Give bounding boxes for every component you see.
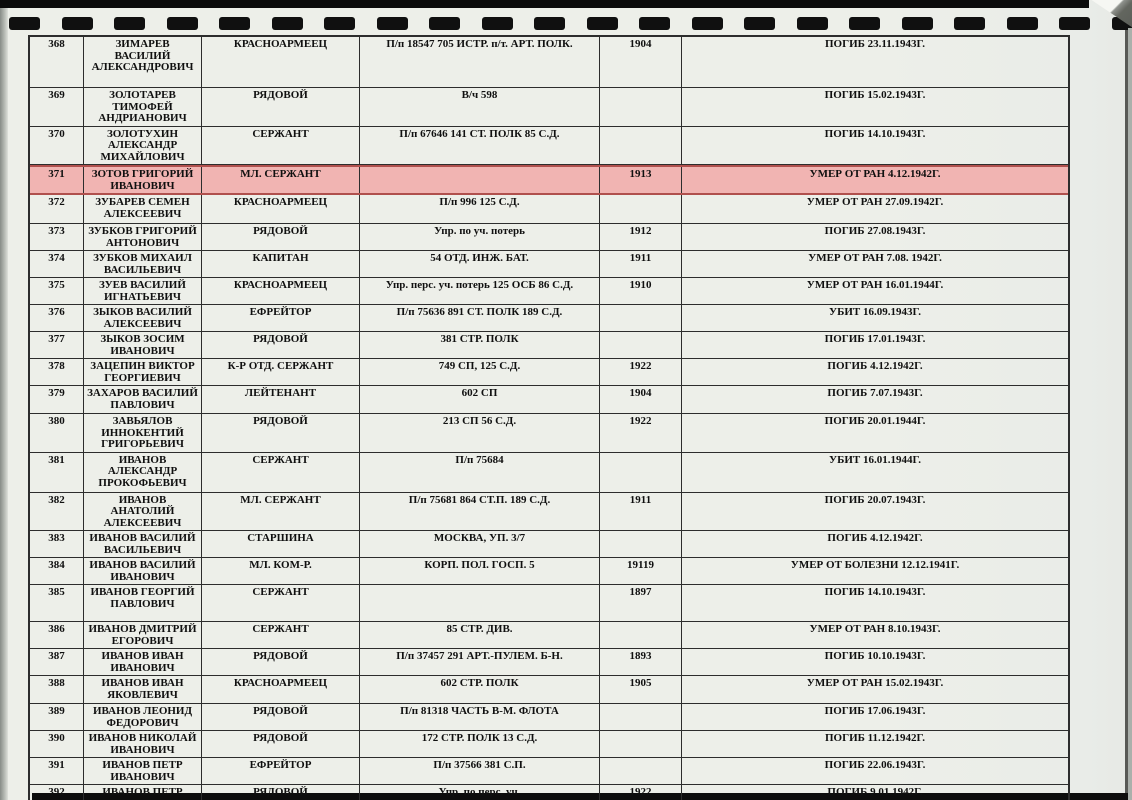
cell-unit: 54 ОТД. ИНЖ. БАТ.: [360, 251, 600, 277]
cell-fate: ПОГИБ 10.10.1943Г.: [824, 650, 926, 662]
cell-unit: [360, 585, 600, 621]
binding-hole: [1007, 17, 1038, 30]
cell-number: 369: [30, 88, 84, 126]
cell-rank: ЕФРЕЙТОР: [202, 305, 360, 331]
cell-fate: ПОГИБ 22.06.1943Г.: [824, 759, 926, 771]
table-row: [30, 332, 1068, 359]
cell-fate: УМЕР ОТ РАН 15.02.1943Г.: [806, 677, 944, 689]
cell-year: [600, 704, 682, 730]
cell-name: ИВАНОВ ДМИТРИЙ ЕГОРОВИЧ: [84, 622, 202, 648]
cell-fate: УМЕР ОТ РАН 16.01.1944Г.: [806, 279, 944, 291]
cell-rank: ЛЕЙТЕНАНТ: [202, 386, 360, 413]
cell-fate: УМЕР ОТ РАН 4.12.1942Г.: [809, 168, 941, 180]
cell-unit: П/п 75636 891 СТ. ПОЛК 189 С.Д.: [360, 305, 600, 331]
cell-rank: СЕРЖАНТ: [202, 127, 360, 165]
binding-hole: [114, 17, 145, 30]
cell-unit: П/п 81318 ЧАСТЬ В-М. ФЛОТА: [360, 704, 600, 730]
cell-name: ЗУЕВ ВАСИЛИЙ ИГНАТЬЕВИЧ: [84, 278, 202, 304]
cell-fate: ПОГИБ 9.01.1942Г.: [827, 786, 923, 798]
cell-year: [600, 622, 682, 648]
binding-hole: [744, 17, 775, 30]
table-row: [30, 88, 1068, 127]
cell-unit: Упр. перс. уч. потерь 125 ОСБ 86 С.Д.: [360, 278, 600, 304]
cell-number: 372: [30, 195, 84, 223]
cell-rank: РЯДОВОЙ: [202, 785, 360, 800]
table-row: [30, 305, 1068, 332]
table-row: [30, 493, 1068, 532]
cell-rank: КРАСНОАРМЕЕЦ: [202, 278, 360, 304]
cell-year: 1922: [600, 414, 682, 452]
binding-hole: [692, 17, 723, 30]
cell-number: 376: [30, 305, 84, 331]
cell-number: 384: [30, 558, 84, 584]
cell-year: 1910: [600, 278, 682, 304]
cell-year: 1913: [600, 167, 682, 193]
binding-hole: [954, 17, 985, 30]
cell-unit: Упр. по уч. потерь: [360, 224, 600, 250]
cell-fate: ПОГИБ 27.08.1943Г.: [824, 225, 926, 237]
cell-unit: В/ч 598: [360, 88, 600, 126]
table-row: [30, 731, 1068, 758]
binding-hole: [219, 17, 250, 30]
page-right-edge: [1125, 30, 1128, 796]
cell-unit: П/п 75684: [360, 453, 600, 492]
cell-number: 374: [30, 251, 84, 277]
cell-number: 370: [30, 127, 84, 165]
cell-year: 1922: [600, 785, 682, 800]
table-row: [30, 676, 1068, 704]
table-row: [30, 195, 1068, 224]
page-left-edge: [0, 0, 8, 800]
top-edge-bar: [0, 0, 1089, 8]
cell-unit: П/п 75681 864 СТ.П. 189 С.Д.: [360, 493, 600, 531]
cell-rank: КРАСНОАРМЕЕЦ: [202, 676, 360, 703]
cell-year: [600, 195, 682, 223]
cell-number: 373: [30, 224, 84, 250]
cell-fate: УМЕР ОТ РАН 7.08. 1942Г.: [808, 252, 942, 264]
cell-fate: ПОГИБ 15.02.1943Г.: [824, 89, 926, 101]
cell-year: 1897: [600, 585, 682, 621]
cell-name: ИВАНОВ ИВАН ЯКОВЛЕВИЧ: [84, 676, 202, 703]
cell-name: ЗЫКОВ ВАСИЛИЙ АЛЕКСЕЕВИЧ: [84, 305, 202, 331]
cell-number: 392: [30, 785, 84, 800]
cell-fate: ПОГИБ 20.07.1943Г.: [824, 493, 926, 506]
casualty-table: [28, 35, 1070, 800]
cell-unit: 381 СТР. ПОЛК: [360, 332, 600, 358]
cell-name: ИВАНОВ НИКОЛАЙ ИВАНОВИЧ: [84, 731, 202, 757]
binding-hole: [429, 17, 460, 30]
cell-rank: ЕФРЕЙТОР: [202, 758, 360, 784]
cell-year: [600, 758, 682, 784]
cell-unit: П/п 18547 705 ИСТР. п/т. АРТ. ПОЛК.: [360, 37, 600, 87]
table-row: [30, 127, 1068, 166]
cell-year: 1904: [600, 37, 682, 87]
cell-year: 1904: [600, 386, 682, 413]
cell-rank: СЕРЖАНТ: [202, 585, 360, 621]
binding-hole: [797, 17, 828, 30]
table-row: [30, 704, 1068, 731]
binding-hole: [272, 17, 303, 30]
cell-year: 1922: [600, 359, 682, 385]
cell-unit: П/п 37566 381 С.П.: [360, 758, 600, 784]
cell-name: ЗОЛОТАРЕВ ТИМОФЕЙ АНДРИАНОВИЧ: [84, 88, 202, 126]
cell-year: [600, 88, 682, 126]
cell-year: [600, 731, 682, 757]
cell-number: 382: [30, 493, 84, 531]
cell-year: [600, 305, 682, 331]
cell-name: ИВАНОВ ИВАН ИВАНОВИЧ: [84, 649, 202, 675]
binding-hole: [534, 17, 565, 30]
table-row: [30, 414, 1068, 453]
cell-year: 1893: [600, 649, 682, 675]
cell-fate: ПОГИБ 4.12.1942Г.: [827, 360, 923, 372]
cell-fate: ПОГИБ 14.10.1943Г.: [824, 127, 926, 140]
cell-rank: РЯДОВОЙ: [202, 224, 360, 250]
cell-rank: РЯДОВОЙ: [202, 88, 360, 126]
cell-unit: П/п 67646 141 СТ. ПОЛК 85 С.Д.: [360, 127, 600, 165]
table-row: [30, 622, 1068, 649]
cell-number: 387: [30, 649, 84, 675]
cell-unit: 602 СП: [360, 386, 600, 413]
cell-fate: ПОГИБ 17.06.1943Г.: [824, 705, 926, 717]
cell-name: ИВАНОВ ГЕОРГИЙ ПАВЛОВИЧ: [84, 585, 202, 621]
binding-hole: [902, 17, 933, 30]
cell-rank: СЕРЖАНТ: [202, 622, 360, 648]
cell-rank: МЛ. СЕРЖАНТ: [202, 493, 360, 531]
cell-fate: ПОГИБ 20.01.1944Г.: [824, 415, 926, 427]
cell-name: ЗОТОВ ГРИГОРИЙ ИВАНОВИЧ: [84, 167, 202, 193]
binding-strip: [0, 16, 1132, 31]
cell-unit: 602 СТР. ПОЛК: [360, 676, 600, 703]
cell-rank: СЕРЖАНТ: [202, 453, 360, 492]
binding-hole: [62, 17, 93, 30]
cell-number: 379: [30, 386, 84, 413]
cell-name: ЗЫКОВ ЗОСИМ ИВАНОВИЧ: [84, 332, 202, 358]
cell-fate: ПОГИБ 17.01.1943Г.: [824, 333, 926, 345]
binding-hole: [1059, 17, 1090, 30]
binding-hole: [849, 17, 880, 30]
cell-name: ЗУБАРЕВ СЕМЕН АЛЕКСЕЕВИЧ: [84, 195, 202, 223]
table-row: [30, 386, 1068, 414]
binding-hole: [324, 17, 355, 30]
cell-number: 377: [30, 332, 84, 358]
cell-name: ИВАНОВ ВАСИЛИЙ ИВАНОВИЧ: [84, 558, 202, 584]
cell-fate: УМЕР ОТ РАН 27.09.1942Г.: [806, 196, 944, 208]
page-right-margin: [1128, 28, 1132, 800]
cell-number: 388: [30, 676, 84, 703]
cell-number: 390: [30, 731, 84, 757]
cell-unit: Упр. по перс. уч.: [360, 785, 600, 800]
cell-name: ИВАНОВ ЛЕОНИД ФЕДОРОВИЧ: [84, 704, 202, 730]
cell-fate: УБИТ 16.01.1944Г.: [829, 453, 921, 466]
cell-fate: УБИТ 16.09.1943Г.: [829, 306, 921, 318]
table-row: [30, 453, 1068, 493]
cell-unit: 213 СП 56 С.Д.: [360, 414, 600, 452]
binding-hole: [482, 17, 513, 30]
cell-unit: П/п 37457 291 АРТ.-ПУЛЕМ. Б-Н.: [360, 649, 600, 675]
cell-rank: КРАСНОАРМЕЕЦ: [202, 195, 360, 223]
cell-rank: МЛ. КОМ-Р.: [202, 558, 360, 584]
cell-number: 383: [30, 531, 84, 557]
cell-year: [600, 453, 682, 492]
cell-fate: ПОГИБ 4.12.1942Г.: [827, 532, 923, 544]
cell-name: ИВАНОВ АЛЕКСАНДР ПРОКОФЬЕВИЧ: [84, 453, 202, 492]
cell-fate: ПОГИБ 23.11.1943Г.: [824, 38, 926, 50]
cell-number: 385: [30, 585, 84, 621]
table-row: [30, 251, 1068, 278]
cell-name: ИВАНОВ ВАСИЛИЙ ВАСИЛЬЕВИЧ: [84, 531, 202, 557]
cell-name: ИВАНОВ АНАТОЛИЙ АЛЕКСЕЕВИЧ: [84, 493, 202, 531]
cell-number: 391: [30, 758, 84, 784]
cell-fate: ПОГИБ 11.12.1942Г.: [824, 732, 926, 744]
cell-rank: СТАРШИНА: [202, 531, 360, 557]
cell-rank: РЯДОВОЙ: [202, 414, 360, 452]
binding-hole: [587, 17, 618, 30]
cell-name: ЗУБКОВ ГРИГОРИЙ АНТОНОВИЧ: [84, 224, 202, 250]
cell-rank: РЯДОВОЙ: [202, 731, 360, 757]
binding-hole: [377, 17, 408, 30]
table-row-highlighted: [30, 165, 1068, 195]
cell-unit: МОСКВА, УП. 3/7: [360, 531, 600, 557]
cell-rank: КАПИТАН: [202, 251, 360, 277]
cell-rank: МЛ. СЕРЖАНТ: [202, 167, 360, 193]
cell-year: [600, 127, 682, 165]
cell-name: ИВАНОВ ПЕТР ИВАНОВИЧ: [84, 758, 202, 784]
cell-name: ЗИМАРЕВ ВАСИЛИЙ АЛЕКСАНДРОВИЧ: [84, 37, 202, 87]
table-row: [30, 278, 1068, 305]
cell-rank: КРАСНОАРМЕЕЦ: [202, 37, 360, 87]
cell-number: 381: [30, 453, 84, 492]
cell-number: 371: [30, 167, 84, 193]
cell-unit: П/п 996 125 С.Д.: [360, 195, 600, 223]
cell-year: 1912: [600, 224, 682, 250]
cell-year: 1905: [600, 676, 682, 703]
cell-fate: ПОГИБ 14.10.1943Г.: [824, 586, 926, 598]
cell-fate: УМЕР ОТ БОЛЕЗНИ 12.12.1941Г.: [790, 559, 960, 571]
cell-name: ЗАХАРОВ ВАСИЛИЙ ПАВЛОВИЧ: [84, 386, 202, 413]
cell-unit: [360, 167, 600, 193]
cell-name: ЗОЛОТУХИН АЛЕКСАНДР МИХАЙЛОВИЧ: [84, 127, 202, 165]
cell-fate: УМЕР ОТ РАН 8.10.1943Г.: [809, 623, 941, 635]
cell-rank: К-Р ОТД. СЕРЖАНТ: [202, 359, 360, 385]
cell-unit: 172 СТР. ПОЛК 13 С.Д.: [360, 731, 600, 757]
cell-unit: 749 СП, 125 С.Д.: [360, 359, 600, 385]
cell-year: 1911: [600, 493, 682, 531]
cell-year: [600, 332, 682, 358]
cell-year: 19119: [600, 558, 682, 584]
table-row: [30, 785, 1068, 800]
cell-rank: РЯДОВОЙ: [202, 332, 360, 358]
cell-rank: РЯДОВОЙ: [202, 649, 360, 675]
table-row: [30, 224, 1068, 251]
binding-hole: [639, 17, 670, 30]
cell-year: 1911: [600, 251, 682, 277]
cell-name: ЗАЦЕПИН ВИКТОР ГЕОРГИЕВИЧ: [84, 359, 202, 385]
cell-rank: РЯДОВОЙ: [202, 704, 360, 730]
table-row: [30, 531, 1068, 558]
table-row: [30, 37, 1068, 88]
cell-name: ИВАНОВ ПЕТР: [84, 785, 202, 800]
cell-unit: 85 СТР. ДИВ.: [360, 622, 600, 648]
cell-name: ЗАВЬЯЛОВ ИННОКЕНТИЙ ГРИГОРЬЕВИЧ: [84, 414, 202, 452]
cell-name: ЗУБКОВ МИХАИЛ ВАСИЛЬЕВИЧ: [84, 251, 202, 277]
binding-hole: [9, 17, 40, 30]
cell-number: 375: [30, 278, 84, 304]
binding-hole: [167, 17, 198, 30]
table-row: [30, 359, 1068, 386]
cell-number: 380: [30, 414, 84, 452]
table-row: [30, 649, 1068, 676]
cell-number: 386: [30, 622, 84, 648]
cell-number: 368: [30, 37, 84, 87]
cell-number: 389: [30, 704, 84, 730]
cell-unit: КОРП. ПОЛ. ГОСП. 5: [360, 558, 600, 584]
cell-fate: ПОГИБ 7.07.1943Г.: [827, 387, 923, 399]
table-row: [30, 758, 1068, 785]
cell-year: [600, 531, 682, 557]
cell-number: 378: [30, 359, 84, 385]
table-row: [30, 585, 1068, 622]
table-row: [30, 558, 1068, 585]
